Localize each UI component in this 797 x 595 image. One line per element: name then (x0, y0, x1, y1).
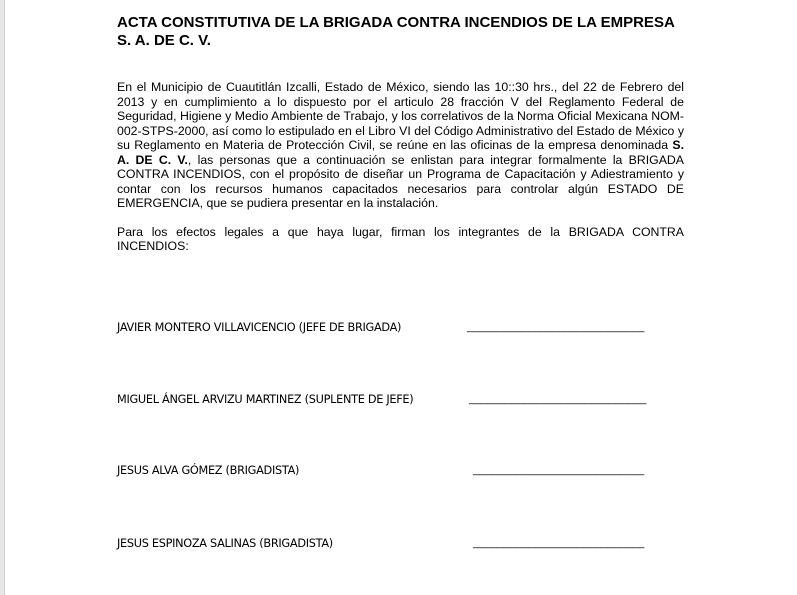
legal-paragraph: Para los efectos legales a que haya lugar, firman los integrantes de la BRIGADA CONTRA INCENDIOS: (117, 224, 684, 253)
document-title (117, 14, 684, 50)
signatory-name: JAVIER MONTERO VILLAVICENCIO (JEFE DE BRIGADA) (117, 321, 402, 334)
company-name: S. A. DE C. V. (117, 138, 684, 167)
title-line-2: S. A. DE C. V. (117, 32, 211, 49)
intro-text-a: En el Municipio de Cuautitlán Izcalli, Estado de México, siendo las 10::30 hrs., del 22 de Febrero del 2013 y en cumplimiento a lo dispuesto por el articulo 28 fracción V del Reglamento Federal de Seguridad, Higiene y Medio Ambiente de Trabajo, y los correlativos de la Norma Oficial Mexicana NOM-002-STPS-2000, así como lo estipulado en el Libro VI del Código Administrativo del Estado de México y su Reglamento en Materia de Protección Civil, se reúne en las oficinas de la empresa denominada (117, 80, 684, 152)
signature-line: ____________________________ (473, 537, 645, 549)
signatory-name: JESUS ESPINOZA SALINAS (BRIGADISTA) (117, 537, 333, 550)
intro-text-b: , las personas que a continuación se enlistan para integrar formalmente la BRIGADA CONTRA INCENDIOS, con el propósito de diseñar un Programa de Capacitación y Adiestramiento y contar con los recursos humanos capacitados necesarios para controlar algún ESTADO DE EMERGENCIA, que se pudiera presentar en la instalación. (117, 152, 684, 210)
document-content (117, 14, 684, 254)
signatory-name: JESUS ALVA GÓMEZ (BRIGADISTA) (117, 464, 300, 477)
signature-line: ____________________________ (473, 464, 645, 476)
signatory-name: MIGUEL ÁNGEL ARVIZU MARTINEZ (SUPLENTE DE JEFE) (117, 393, 414, 406)
intro-paragraph (117, 80, 684, 211)
signature-line: _____________________________ (467, 321, 645, 333)
page-left-edge (0, 0, 5, 595)
signature-line: _____________________________ (469, 393, 647, 405)
title-line-1: ACTA CONSTITUTIVA DE LA BRIGADA CONTRA INCENDIOS DE LA EMPRESA (117, 14, 675, 31)
